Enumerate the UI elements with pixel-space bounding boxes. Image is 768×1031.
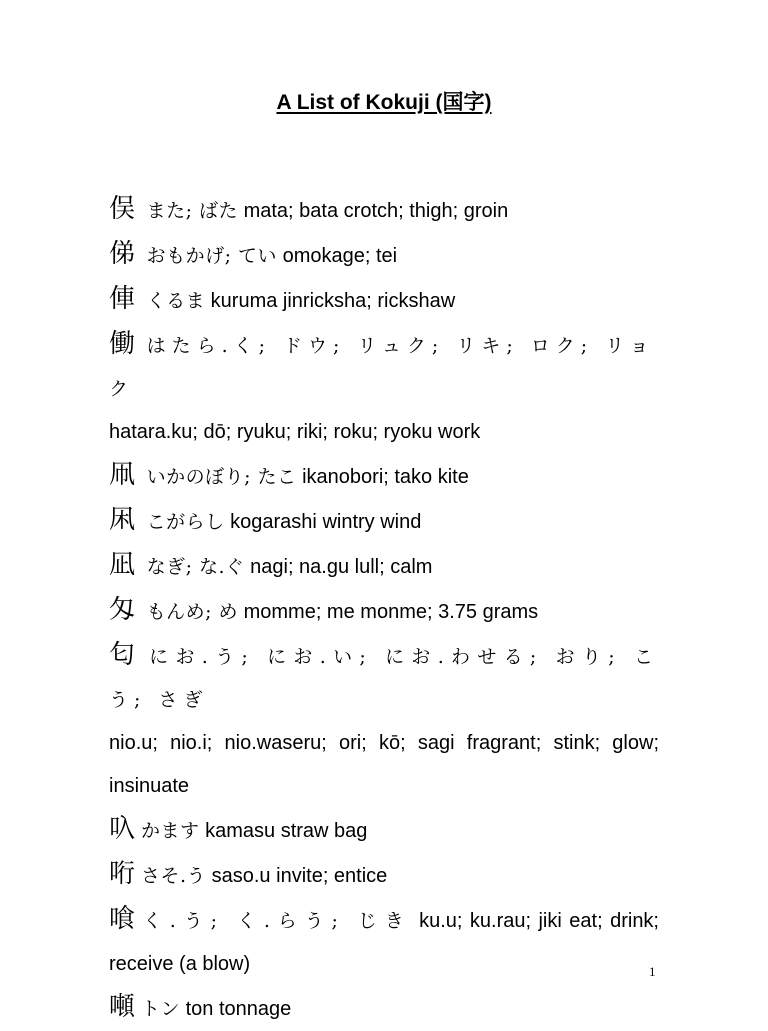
entry-kana: いかのぼり; たこ bbox=[146, 466, 297, 488]
entry-kanji: 凪 bbox=[109, 550, 136, 580]
list-item bbox=[109, 544, 659, 589]
entry-kanji: 俥 bbox=[109, 284, 136, 314]
entry-romaji: saso.u bbox=[211, 865, 271, 887]
entry-kana: また; ばた bbox=[146, 200, 239, 222]
entry-kana: くるま bbox=[146, 290, 206, 312]
entry-meaning: tonnage bbox=[218, 998, 292, 1020]
entry-kanji: 匁 bbox=[109, 595, 136, 625]
entry-kanji: 匂 bbox=[109, 640, 137, 670]
entry-kana: く.う; く.らう; じき bbox=[142, 910, 412, 932]
entry-romaji: momme; me bbox=[243, 601, 355, 623]
list-item bbox=[109, 233, 659, 278]
entry-romaji: nio.u; nio.i; nio.waseru; ori; kō; sagi bbox=[109, 732, 455, 754]
page-title: A List of Kokuji (国字) bbox=[276, 91, 492, 114]
entry-meaning: wintry wind bbox=[322, 511, 422, 533]
entry-meaning: fragrant; stink; glow; insinuate bbox=[109, 732, 659, 797]
list-item bbox=[109, 853, 659, 898]
entry-kana: さそ.う bbox=[141, 865, 207, 887]
entry-kana: トン bbox=[141, 998, 181, 1020]
entry-meaning: jinricksha; rickshaw bbox=[282, 290, 456, 312]
entry-meaning: invite; entice bbox=[276, 865, 388, 887]
list-item bbox=[109, 808, 659, 853]
entry-kanji: 噸 bbox=[109, 992, 136, 1022]
list-item bbox=[109, 634, 659, 808]
entry-kana: はたら.く; ドウ; リュク; リキ; ロク; リョク bbox=[109, 335, 655, 400]
page-number: 1 bbox=[649, 964, 656, 979]
entry-romaji: ikanobori; tako bbox=[302, 466, 433, 488]
list-item bbox=[109, 986, 659, 1031]
entry-meaning: lull; calm bbox=[354, 556, 433, 578]
entry-romaji: kuruma bbox=[210, 290, 278, 312]
entry-romaji: omokage; tei bbox=[282, 245, 398, 267]
entry-meaning: eat; drink; receive (a blow) bbox=[109, 910, 659, 975]
entry-kana: にお.う; にお.い; にお.わせる; おり; こう; さぎ bbox=[109, 646, 659, 711]
entry-kanji: 俤 bbox=[109, 239, 136, 269]
list-item bbox=[109, 454, 659, 499]
entry-kanji: 働 bbox=[109, 329, 136, 359]
entry-kanji: 凧 bbox=[109, 460, 136, 490]
entry-kana: なぎ; な.ぐ bbox=[146, 556, 245, 578]
entry-kanji: 喰 bbox=[109, 904, 137, 934]
list-item bbox=[109, 898, 659, 986]
list-item bbox=[109, 188, 659, 233]
entry-romaji: ku.u; ku.rau; jiki bbox=[419, 910, 562, 932]
entry-romaji: nagi; na.gu bbox=[250, 556, 350, 578]
entry-meaning: kite bbox=[437, 466, 469, 488]
entry-romaji: mata; bata bbox=[243, 200, 339, 222]
list-item bbox=[109, 278, 659, 323]
kokuji-list bbox=[109, 188, 659, 1031]
entry-meaning: crotch; thigh; groin bbox=[343, 200, 509, 222]
entry-romaji: ton bbox=[185, 998, 214, 1020]
entry-kanji: 叺 bbox=[109, 814, 136, 844]
entry-meaning: work bbox=[438, 421, 481, 443]
entry-kanji: 俣 bbox=[109, 194, 136, 224]
entry-kanji: 凩 bbox=[109, 505, 136, 535]
list-item bbox=[109, 589, 659, 634]
entry-romaji: hatara.ku; dō; ryuku; riki; roku; ryoku bbox=[109, 421, 433, 443]
list-item bbox=[109, 323, 659, 454]
entry-kana: おもかげ; てい bbox=[146, 245, 278, 267]
entry-kanji: 哘 bbox=[109, 859, 136, 889]
entry-romaji: kogarashi bbox=[230, 511, 317, 533]
entry-kana: かます bbox=[141, 820, 200, 842]
entry-kana: こがらし bbox=[146, 511, 225, 533]
list-item bbox=[109, 499, 659, 544]
entry-meaning: monme; 3.75 grams bbox=[360, 601, 539, 623]
entry-romaji: kamasu bbox=[205, 820, 276, 842]
entry-kana: もんめ; め bbox=[146, 601, 239, 623]
entry-meaning: straw bag bbox=[280, 820, 368, 842]
